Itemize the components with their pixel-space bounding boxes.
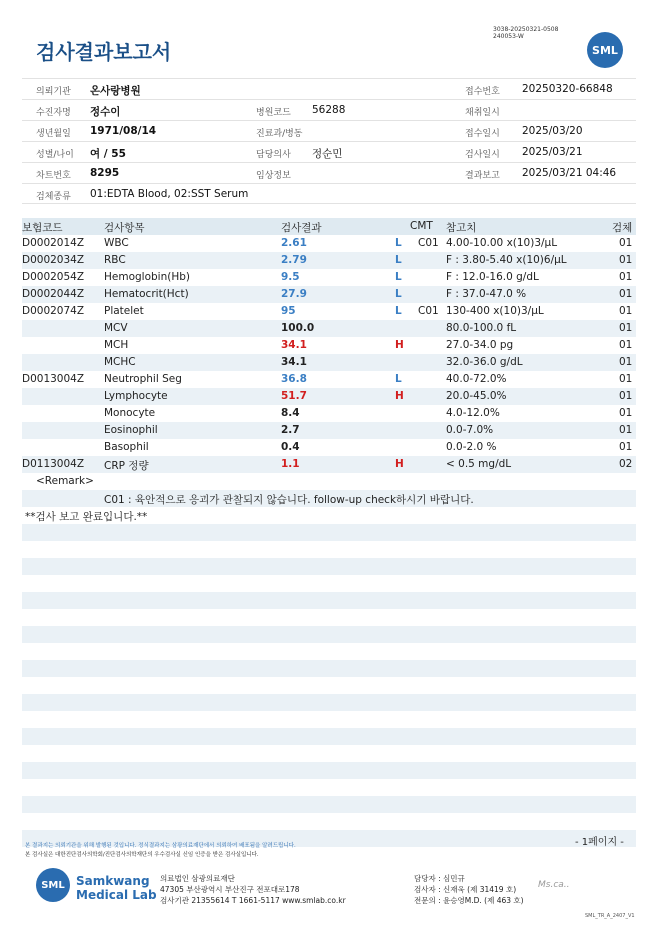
result-ref: F : 3.80-5.40 x(10)6/μL xyxy=(446,254,567,266)
result-ref: 4.0-12.0% xyxy=(446,407,500,419)
dob-label: 생년월일 xyxy=(36,129,71,139)
result-specimen: 01 xyxy=(619,254,633,266)
result-row xyxy=(22,286,636,303)
form-code: SML_TR_A_2407_V1 xyxy=(585,913,635,919)
info-row xyxy=(22,78,636,99)
brand-line: Samkwang xyxy=(76,874,150,888)
empty-row xyxy=(22,796,636,813)
patient-value: 정수이 xyxy=(90,106,121,118)
empty-row xyxy=(22,626,636,643)
signature: Ms.ca.. xyxy=(538,880,570,890)
result-ref: < 0.5 mg/dL xyxy=(446,458,512,470)
result-ref: 27.0-34.0 pg xyxy=(446,339,514,351)
result-code: D0002034Z xyxy=(22,254,85,266)
result-specimen: 01 xyxy=(619,271,633,283)
result-name: Eosinophil xyxy=(104,424,158,436)
staff-line: 검사자 : 신재욱 (제 31419 호) xyxy=(414,885,517,894)
receipt-no-value: 20250320-66848 xyxy=(522,83,613,95)
footer-org xyxy=(160,873,346,906)
result-value: 51.7 xyxy=(281,390,307,402)
result-flag: L xyxy=(395,271,402,283)
result-value: 8.4 xyxy=(281,407,300,419)
result-value: 2.7 xyxy=(281,424,300,436)
header-ref: 참고치 xyxy=(446,222,477,234)
chart-no-label: 차트번호 xyxy=(36,171,71,181)
brand-line: Medical Lab xyxy=(76,888,157,902)
result-name: CRP 정량 xyxy=(104,460,149,472)
receipt-date-label: 접수일시 xyxy=(465,129,500,139)
result-name: MCH xyxy=(104,339,129,351)
result-value: 34.1 xyxy=(281,339,307,351)
result-rows xyxy=(22,235,636,473)
results-header xyxy=(22,218,636,235)
receipt-no-label: 접수번호 xyxy=(465,87,500,97)
results-table xyxy=(22,218,636,524)
result-flag: L xyxy=(395,288,402,300)
result-row xyxy=(22,422,636,439)
result-specimen: 01 xyxy=(619,322,633,334)
document-code xyxy=(493,26,558,40)
org-line: 의료법인 삼광의료재단 xyxy=(160,874,235,883)
result-code: D0013004Z xyxy=(22,373,85,385)
empty-row xyxy=(22,728,636,745)
header-code: 보험코드 xyxy=(22,222,63,234)
test-date-value: 2025/03/21 xyxy=(522,146,583,158)
result-row xyxy=(22,439,636,456)
result-value: 95 xyxy=(281,305,296,317)
info-row xyxy=(22,99,636,120)
footer-staff xyxy=(414,873,524,906)
result-specimen: 01 xyxy=(619,288,633,300)
result-specimen: 01 xyxy=(619,339,633,351)
result-code: D0002054Z xyxy=(22,271,85,283)
doctor-value: 정순민 xyxy=(312,148,343,160)
result-row xyxy=(22,320,636,337)
result-specimen: 01 xyxy=(619,305,633,317)
sex-age-label: 성별/나이 xyxy=(36,150,74,160)
result-specimen: 01 xyxy=(619,441,633,453)
result-cmt: C01 xyxy=(418,237,439,249)
result-cmt: C01 xyxy=(418,305,439,317)
result-specimen: 01 xyxy=(619,424,633,436)
result-ref: 20.0-45.0% xyxy=(446,390,507,402)
result-specimen: 02 xyxy=(619,458,633,470)
header-name: 검사항목 xyxy=(104,222,145,234)
header-spec: 검체 xyxy=(612,222,633,234)
fineprint-line: 본 검사실은 대한진단검사의학회/진단검사의학재단의 우수검사실 신임 인증을 받은 검사실입니다. xyxy=(25,852,259,858)
result-specimen: 01 xyxy=(619,373,633,385)
hospital-code-label: 병원코드 xyxy=(256,108,291,118)
clinical-label: 임상정보 xyxy=(256,171,291,181)
result-ref: F : 37.0-47.0 % xyxy=(446,288,527,300)
result-ref: 0.0-7.0% xyxy=(446,424,494,436)
result-row xyxy=(22,337,636,354)
footer-brand xyxy=(76,874,157,902)
result-ref: 80.0-100.0 fL xyxy=(446,322,517,334)
result-specimen: 01 xyxy=(619,356,633,368)
result-name: WBC xyxy=(104,237,129,249)
result-value: 0.4 xyxy=(281,441,300,453)
info-row xyxy=(22,162,636,183)
dept-label: 진료과/병동 xyxy=(256,129,303,139)
result-ref: 32.0-36.0 g/dL xyxy=(446,356,523,368)
final-row xyxy=(22,507,636,524)
result-row xyxy=(22,269,636,286)
header-result: 검사결과 xyxy=(281,222,322,234)
document-code-line: 240053-W xyxy=(493,33,524,40)
empty-row xyxy=(22,694,636,711)
receipt-date-value: 2025/03/20 xyxy=(522,125,583,137)
result-row xyxy=(22,354,636,371)
result-name: Platelet xyxy=(104,305,144,317)
fineprint xyxy=(25,842,296,860)
result-row xyxy=(22,371,636,388)
result-row xyxy=(22,235,636,252)
report-date-label: 결과보고 xyxy=(465,171,500,181)
sml-logo: SML xyxy=(587,32,623,68)
result-flag: H xyxy=(395,390,404,402)
result-name: Basophil xyxy=(104,441,149,453)
patient-label: 수진자명 xyxy=(36,108,71,118)
result-ref: F : 12.0-16.0 g/dL xyxy=(446,271,539,283)
empty-row xyxy=(22,660,636,677)
org-line: 검사기관 21355614 T 1661-5117 www.smlab.co.kr xyxy=(160,896,346,905)
result-value: 34.1 xyxy=(281,356,307,368)
empty-row xyxy=(22,524,636,541)
result-row xyxy=(22,405,636,422)
fineprint-line: 본 결과지는 의뢰기관을 위해 발행된 것입니다. 정식결과지는 삼광의료재단에서 의뢰하여 배포됨을 알려드립니다. xyxy=(25,843,296,849)
result-ref: 4.00-10.00 x(10)3/μL xyxy=(446,237,558,249)
result-name: MCV xyxy=(104,322,128,334)
dob-value: 1971/08/14 xyxy=(90,125,157,137)
result-value: 2.61 xyxy=(281,237,307,249)
hospital-label: 의뢰기관 xyxy=(36,87,71,97)
document-code-line: 3038-20250321-0508 xyxy=(493,26,559,33)
result-code: D0002044Z xyxy=(22,288,85,300)
result-row xyxy=(22,252,636,269)
org-line: 47305 부산광역시 부산진구 전포대로178 xyxy=(160,885,300,894)
hospital-code-value: 56288 xyxy=(312,104,346,116)
result-ref: 130-400 x(10)3/μL xyxy=(446,305,544,317)
page-title: 검사결과보고서 xyxy=(36,40,172,64)
remark-text: C01 : 육안적으로 응괴가 관찰되지 않습니다. follow-up check하시기 바랍니다. xyxy=(104,494,474,506)
result-flag: L xyxy=(395,237,402,249)
remark-title: <Remark> xyxy=(36,475,94,487)
result-name: Neutrophil Seg xyxy=(104,373,182,385)
info-row xyxy=(22,120,636,141)
info-row xyxy=(22,141,636,162)
result-row xyxy=(22,388,636,405)
doctor-label: 담당의사 xyxy=(256,150,291,160)
result-value: 27.9 xyxy=(281,288,307,300)
result-ref: 40.0-72.0% xyxy=(446,373,507,385)
result-specimen: 01 xyxy=(619,237,633,249)
specimen-value: 01:EDTA Blood, 02:SST Serum xyxy=(90,188,249,200)
result-flag: L xyxy=(395,373,402,385)
result-value: 9.5 xyxy=(281,271,300,283)
final-text: **검사 보고 완료입니다.** xyxy=(25,511,148,523)
empty-row xyxy=(22,558,636,575)
result-code: D0002014Z xyxy=(22,237,85,249)
result-flag: H xyxy=(395,339,404,351)
result-name: Hematocrit(Hct) xyxy=(104,288,189,300)
chart-no-value: 8295 xyxy=(90,167,120,179)
result-name: Hemoglobin(Hb) xyxy=(104,271,191,283)
result-row xyxy=(22,456,636,473)
remark-row xyxy=(22,490,636,507)
report-date-value: 2025/03/21 04:46 xyxy=(522,167,617,179)
test-date-label: 검사일시 xyxy=(465,150,500,160)
staff-line: 담당자 : 심민규 xyxy=(414,874,465,883)
result-flag: L xyxy=(395,305,402,317)
patient-info-table xyxy=(22,78,636,204)
result-name: MCHC xyxy=(104,356,136,368)
specimen-label: 검체종류 xyxy=(36,192,71,202)
result-specimen: 01 xyxy=(619,407,633,419)
result-name: RBC xyxy=(104,254,126,266)
sex-age-value: 여 / 55 xyxy=(90,148,126,160)
hospital-value: 온사랑병원 xyxy=(90,85,141,97)
staff-line: 전문의 : 윤승영M.D. (제 463 호) xyxy=(414,896,524,905)
result-flag: L xyxy=(395,254,402,266)
collect-date-label: 채취일시 xyxy=(465,108,500,118)
result-value: 1.1 xyxy=(281,458,300,470)
result-value: 36.8 xyxy=(281,373,307,385)
empty-row xyxy=(22,592,636,609)
result-value: 2.79 xyxy=(281,254,307,266)
result-ref: 0.0-2.0 % xyxy=(446,441,497,453)
result-code: D0002074Z xyxy=(22,305,85,317)
result-flag: H xyxy=(395,458,404,470)
result-code: D0113004Z xyxy=(22,458,85,470)
result-value: 100.0 xyxy=(281,322,315,334)
header-cmt: CMT xyxy=(410,220,433,232)
result-name: Monocyte xyxy=(104,407,156,419)
result-specimen: 01 xyxy=(619,390,633,402)
page-number: - 1페이지 - xyxy=(575,837,624,848)
footer-sml-logo: SML xyxy=(36,868,70,902)
empty-row xyxy=(22,762,636,779)
result-row xyxy=(22,303,636,320)
info-row xyxy=(22,183,636,204)
remark-title-row xyxy=(22,473,636,490)
result-name: Lymphocyte xyxy=(104,390,168,402)
